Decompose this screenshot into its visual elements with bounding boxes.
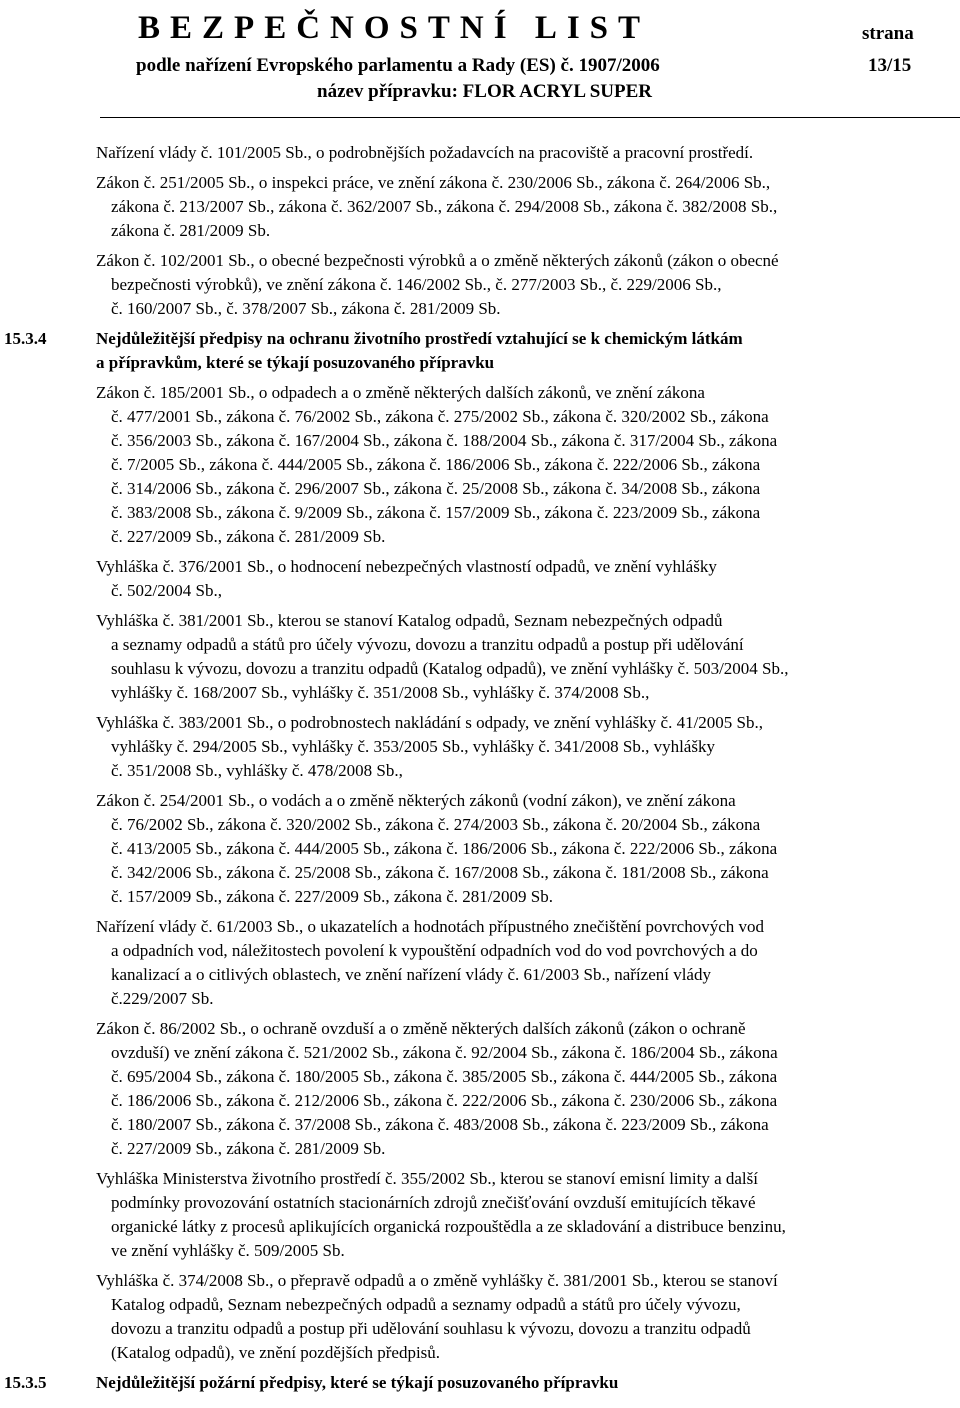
text-line: zákona č. 281/2009 Sb. bbox=[111, 221, 271, 240]
text-line: Vyhláška č. 381/2001 Sb., kterou se stanoví Katalog odpadů, Seznam nebezpečných odpadů bbox=[96, 611, 723, 630]
section-heading: a přípravkům, které se týkají posuzovaného přípravku bbox=[96, 353, 495, 372]
text-line: Katalog odpadů, Seznam nebezpečných odpadů a seznamy odpadů a států pro účely vývozu, bbox=[111, 1295, 741, 1314]
section-number: 15.3.4 bbox=[4, 329, 47, 348]
text-line: ve znění vyhlášky č. 509/2005 Sb. bbox=[111, 1241, 345, 1260]
header-divider bbox=[100, 117, 960, 118]
text-line: č. 342/2006 Sb., zákona č. 25/2008 Sb., zákona č. 167/2008 Sb., zákona č. 181/2008 Sb., zákona bbox=[111, 863, 769, 882]
text-line: Vyhláška č. 376/2001 Sb., o hodnocení nebezpečných vlastností odpadů, ve znění vyhlášky bbox=[96, 557, 717, 576]
text-line: č. 477/2001 Sb., zákona č. 76/2002 Sb., zákona č. 275/2002 Sb., zákona č. 320/2002 Sb., zákona bbox=[111, 407, 769, 426]
text-line: Zákon č. 86/2002 Sb., o ochraně ovzduší a o změně některých dalších zákonů (zákon o ochraně bbox=[96, 1019, 746, 1038]
text-line: č. 227/2009 Sb., zákona č. 281/2009 Sb. bbox=[111, 527, 386, 546]
page-number: 13/15 bbox=[868, 55, 912, 76]
text-line: č. 314/2006 Sb., zákona č. 296/2007 Sb., zákona č. 25/2008 Sb., zákona č. 34/2008 Sb., zákona bbox=[111, 479, 761, 498]
text-line: Vyhláška č. 383/2001 Sb., o podrobnostech nakládání s odpady, ve znění vyhlášky č. 41/2005 Sb., bbox=[96, 713, 763, 732]
text-line: Zákon č. 102/2001 Sb., o obecné bezpečnosti výrobků a o změně některých zákonů (zákon o obecné bbox=[96, 251, 779, 270]
text-line: organické látky z procesů aplikujících organická rozpouštědla a ze skladování a distribuce benzinu, bbox=[111, 1217, 786, 1236]
text-line: Zákon č. 251/2005 Sb., o inspekci práce, ve znění zákona č. 230/2006 Sb., zákona č. 264/2006 Sb., bbox=[96, 173, 771, 192]
text-line: č. 76/2002 Sb., zákona č. 320/2002 Sb., zákona č. 274/2003 Sb., zákona č. 20/2004 Sb., zákona bbox=[111, 815, 761, 834]
regulation-subtitle: podle nařízení Evropského parlamentu a Rady (ES) č. 1907/2006 bbox=[136, 55, 660, 76]
text-line: Vyhláška Ministerstva životního prostředí č. 355/2002 Sb., kterou se stanoví emisní limity a další bbox=[96, 1169, 758, 1188]
product-name: název přípravku: FLOR ACRYL SUPER bbox=[317, 81, 653, 102]
text-line: č. 383/2008 Sb., zákona č. 9/2009 Sb., zákona č. 157/2009 Sb., zákona č. 223/2009 Sb., zákona bbox=[111, 503, 761, 522]
text-line: a seznamy odpadů a států pro účely vývozu, dovozu a tranzitu odpadů a postup při udělování bbox=[111, 635, 744, 654]
text-line: a odpadních vod, náležitostech povolení k vypouštění odpadních vod do vod povrchových a do bbox=[111, 941, 758, 960]
text-line: Zákon č. 254/2001 Sb., o vodách a o změně některých zákonů (vodní zákon), ve znění zákona bbox=[96, 791, 736, 810]
text-line: č. 351/2008 Sb., vyhlášky č. 478/2008 Sb., bbox=[111, 761, 403, 780]
text-line: dovozu a tranzitu odpadů a postup při udělování souhlasu k vývozu, dovozu a tranzitu odpadů bbox=[111, 1319, 751, 1338]
text-line: Zákon č. 185/2001 Sb., o odpadech a o změně některých dalších zákonů, ve znění zákona bbox=[96, 383, 705, 402]
document-header bbox=[0, 0, 960, 118]
section-heading: Nejdůležitější předpisy na ochranu životního prostředí vztahující se k chemickým látkám bbox=[96, 329, 743, 348]
document-title: BEZPEČNOSTNÍ LIST bbox=[138, 10, 651, 46]
text-line: vyhlášky č. 168/2007 Sb., vyhlášky č. 351/2008 Sb., vyhlášky č. 374/2008 Sb., bbox=[111, 683, 650, 702]
page-label: strana bbox=[862, 23, 914, 44]
text-line: bezpečnosti výrobků), ve znění zákona č. 146/2002 Sb., č. 277/2003 Sb., č. 229/2006 Sb., bbox=[111, 275, 722, 294]
text-line: Vyhláška č. 374/2008 Sb., o přepravě odpadů a o změně vyhlášky č. 381/2001 Sb., kterou se stanoví bbox=[96, 1271, 778, 1290]
text-line: č. 180/2007 Sb., zákona č. 37/2008 Sb., zákona č. 483/2008 Sb., zákona č. 223/2009 Sb., zákona bbox=[111, 1115, 769, 1134]
text-line: č.229/2007 Sb. bbox=[111, 989, 214, 1008]
text-line: č. 186/2006 Sb., zákona č. 212/2006 Sb., zákona č. 222/2006 Sb., zákona č. 230/2006 Sb., zákona bbox=[111, 1091, 778, 1110]
text-line: podmínky provozování ostatních stacionárních zdrojů znečišťování ovzduší emitujících těkavé bbox=[111, 1193, 756, 1212]
text-line: kanalizací a o citlivých oblastech, ve znění nařízení vlády č. 61/2003 Sb., nařízení vlády bbox=[111, 965, 711, 984]
text-line: č. 160/2007 Sb., č. 378/2007 Sb., zákona č. 281/2009 Sb. bbox=[111, 299, 501, 318]
text-line: č. 502/2004 Sb., bbox=[111, 581, 222, 600]
text-line: ovzduší) ve znění zákona č. 521/2002 Sb., zákona č. 92/2004 Sb., zákona č. 186/2004 Sb., zákona bbox=[111, 1043, 778, 1062]
section-heading: Nejdůležitější požární předpisy, které se týkají posuzovaného přípravku bbox=[96, 1373, 619, 1392]
text-line: Nařízení vlády č. 61/2003 Sb., o ukazatelích a hodnotách přípustného znečištění povrchových vod bbox=[96, 917, 765, 936]
text-line: vyhlášky č. 294/2005 Sb., vyhlášky č. 353/2005 Sb., vyhlášky č. 341/2008 Sb., vyhlášky bbox=[111, 737, 715, 756]
text-line: č. 157/2009 Sb., zákona č. 227/2009 Sb., zákona č. 281/2009 Sb. bbox=[111, 887, 553, 906]
section-number: 15.3.5 bbox=[4, 1373, 47, 1392]
text-line: č. 413/2005 Sb., zákona č. 444/2005 Sb., zákona č. 186/2006 Sb., zákona č. 222/2006 Sb., zákona bbox=[111, 839, 778, 858]
text-line: (Katalog odpadů), ve znění pozdějších předpisů. bbox=[111, 1343, 441, 1362]
text-line: Nařízení vlády č. 101/2005 Sb., o podrobnějších požadavcích na pracoviště a pracovní prostředí. bbox=[96, 143, 754, 162]
text-line: souhlasu k vývozu, dovozu a tranzitu odpadů (Katalog odpadů), ve znění vyhlášky č. 503/2004 Sb., bbox=[111, 659, 789, 678]
text-line: č. 356/2003 Sb., zákona č. 167/2004 Sb., zákona č. 188/2004 Sb., zákona č. 317/2004 Sb., zákona bbox=[111, 431, 778, 450]
text-line: č. 227/2009 Sb., zákona č. 281/2009 Sb. bbox=[111, 1139, 386, 1158]
text-line: zákona č. 213/2007 Sb., zákona č. 362/2007 Sb., zákona č. 294/2008 Sb., zákona č. 382/2008 Sb., bbox=[111, 197, 778, 216]
text-line: č. 695/2004 Sb., zákona č. 180/2005 Sb., zákona č. 385/2005 Sb., zákona č. 444/2005 Sb., zákona bbox=[111, 1067, 778, 1086]
text-line: č. 7/2005 Sb., zákona č. 444/2005 Sb., zákona č. 186/2006 Sb., zákona č. 222/2006 Sb., zákona bbox=[111, 455, 761, 474]
